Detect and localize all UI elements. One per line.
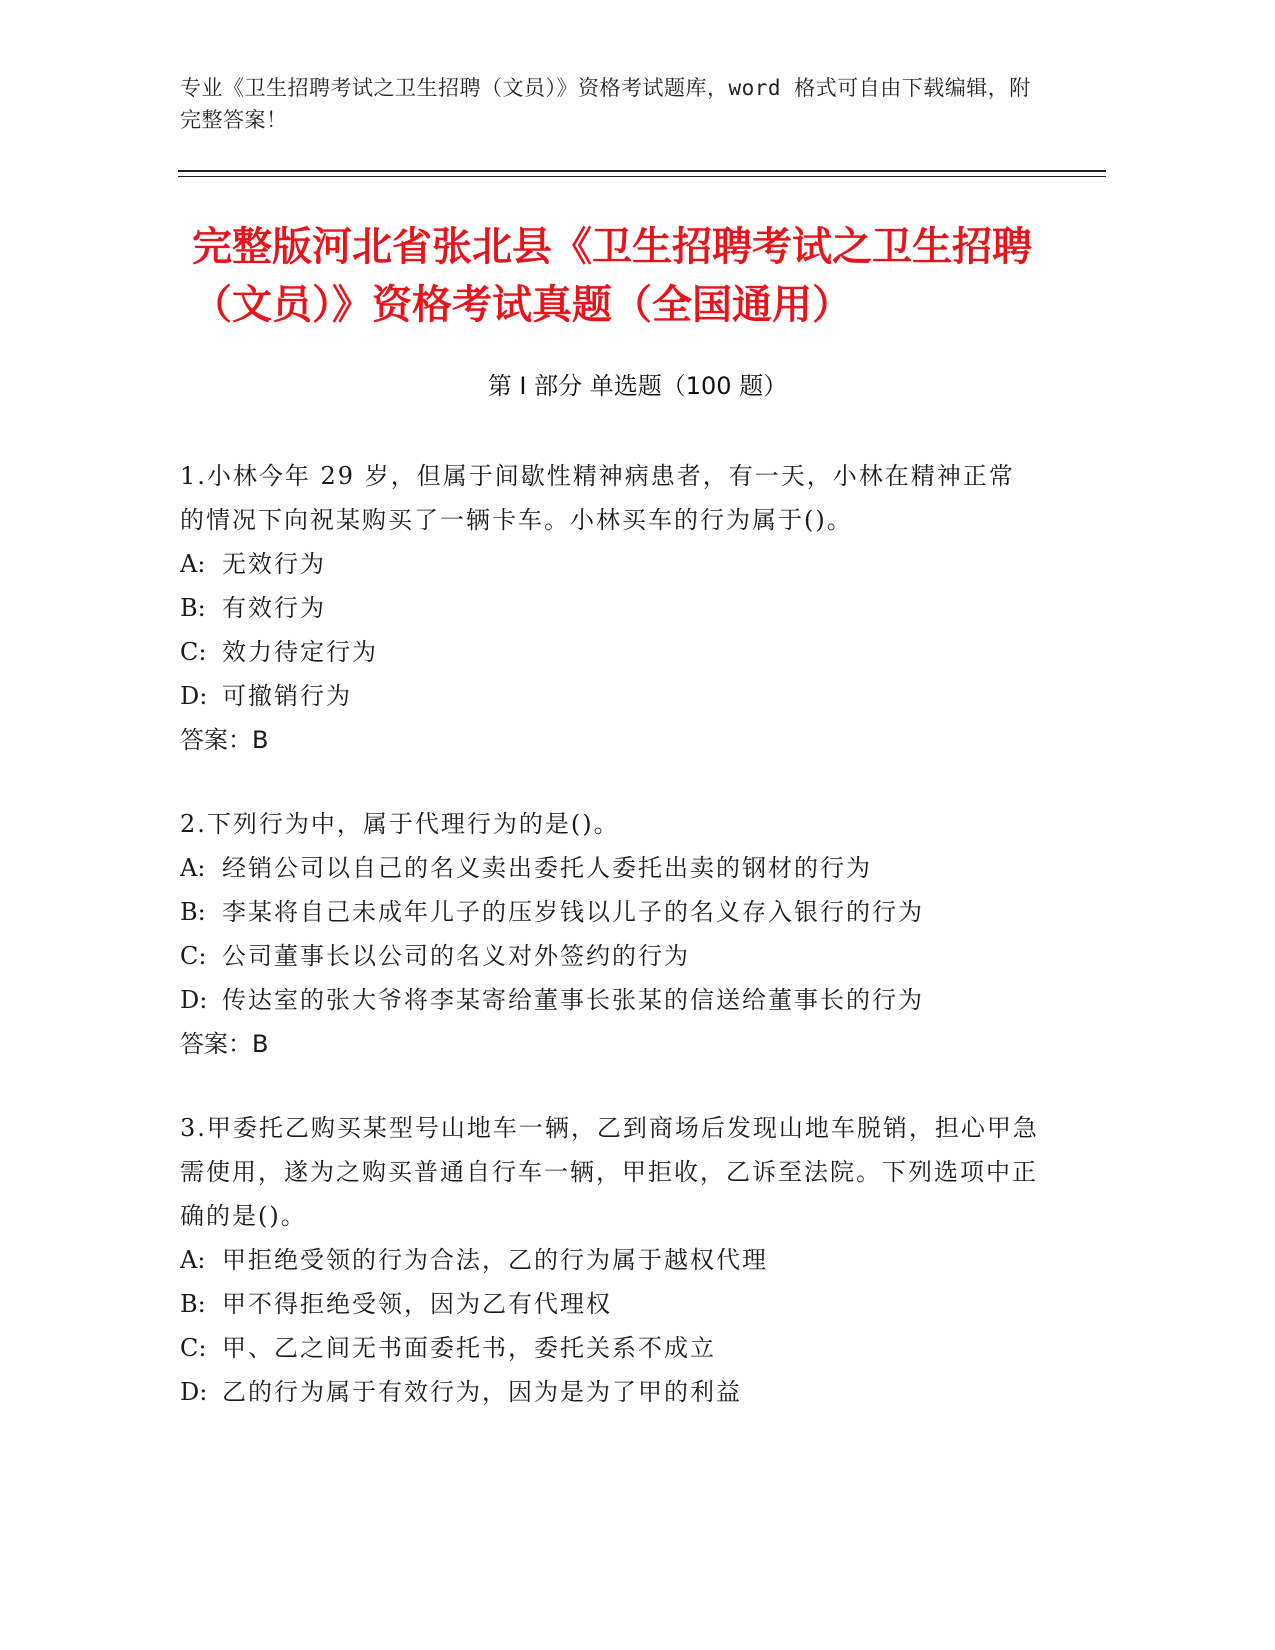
option-letter: D:: [180, 986, 208, 1014]
option-a: [180, 542, 1040, 586]
option-text: 李某将自己未成年儿子的压岁钱以儿子的名义存入银行的行为: [222, 898, 924, 926]
option-d: [180, 1370, 1040, 1414]
option-text: 甲不得拒绝受领，因为乙有代理权: [222, 1290, 612, 1318]
option-c: [180, 934, 1040, 978]
option-b: [180, 586, 1040, 630]
option-d: [180, 978, 1040, 1022]
option-letter: A:: [180, 854, 206, 882]
option-c: [180, 1326, 1040, 1370]
option-letter: B:: [180, 898, 206, 926]
option-text: 可撤销行为: [222, 682, 352, 710]
option-letter: A:: [180, 1246, 206, 1274]
option-b: [180, 890, 1040, 934]
option-text: 公司董事长以公司的名义对外签约的行为: [222, 942, 690, 970]
option-letter: B:: [180, 594, 206, 622]
option-d: [180, 674, 1040, 718]
option-text: 甲拒绝受领的行为合法，乙的行为属于越权代理: [222, 1246, 768, 1274]
question-2: [180, 802, 1040, 1066]
header-divider: [178, 170, 1106, 172]
option-letter: D:: [180, 682, 208, 710]
option-letter: C:: [180, 942, 207, 970]
option-text: 乙的行为属于有效行为，因为是为了甲的利益: [222, 1378, 742, 1406]
option-text: 有效行为: [222, 594, 326, 622]
question-stem: 1.小林今年 29 岁，但属于间歇性精神病患者，有一天，小林在精神正常的情况下向祝某购买了一辆卡车。小林买车的行为属于()。: [180, 462, 1015, 534]
question-list: [180, 454, 1040, 1454]
option-text: 甲、乙之间无书面委托书，委托关系不成立: [222, 1334, 716, 1362]
option-a: [180, 846, 1040, 890]
option-text: 传达室的张大爷将李某寄给董事长张某的信送给董事长的行为: [222, 986, 924, 1014]
question-stem: 3.甲委托乙购买某型号山地车一辆，乙到商场后发现山地车脱销，担心甲急需使用，遂为之购买普通自行车一辆，甲拒收，乙诉至法院。下列选项中正确的是()。: [180, 1114, 1039, 1230]
option-letter: A:: [180, 550, 206, 578]
question-3: [180, 1106, 1040, 1414]
option-text: 效力待定行为: [222, 638, 378, 666]
question-1: [180, 454, 1040, 762]
header-note: 专业《卫生招聘考试之卫生招聘（文员）》资格考试题库，word 格式可自由下载编辑，附完整答案！: [180, 76, 1031, 132]
option-c: [180, 630, 1040, 674]
document-title: 完整版河北省张北县《卫生招聘考试之卫生招聘（文员）》资格考试真题（全国通用）: [192, 224, 1032, 328]
option-text: 无效行为: [222, 550, 326, 578]
answer-label: 答案：B: [180, 726, 269, 754]
option-letter: C:: [180, 1334, 207, 1362]
option-letter: C:: [180, 638, 207, 666]
option-a: [180, 1238, 1040, 1282]
option-text: 经销公司以自己的名义卖出委托人委托出卖的钢材的行为: [222, 854, 872, 882]
section-title: 第 I 部分 单选题（100 题）: [487, 372, 788, 400]
option-letter: B:: [180, 1290, 206, 1318]
option-letter: D:: [180, 1378, 208, 1406]
question-stem: 2.下列行为中，属于代理行为的是()。: [180, 810, 620, 838]
header-divider-thin: [178, 176, 1106, 177]
answer-label: 答案：B: [180, 1030, 269, 1058]
option-b: [180, 1282, 1040, 1326]
